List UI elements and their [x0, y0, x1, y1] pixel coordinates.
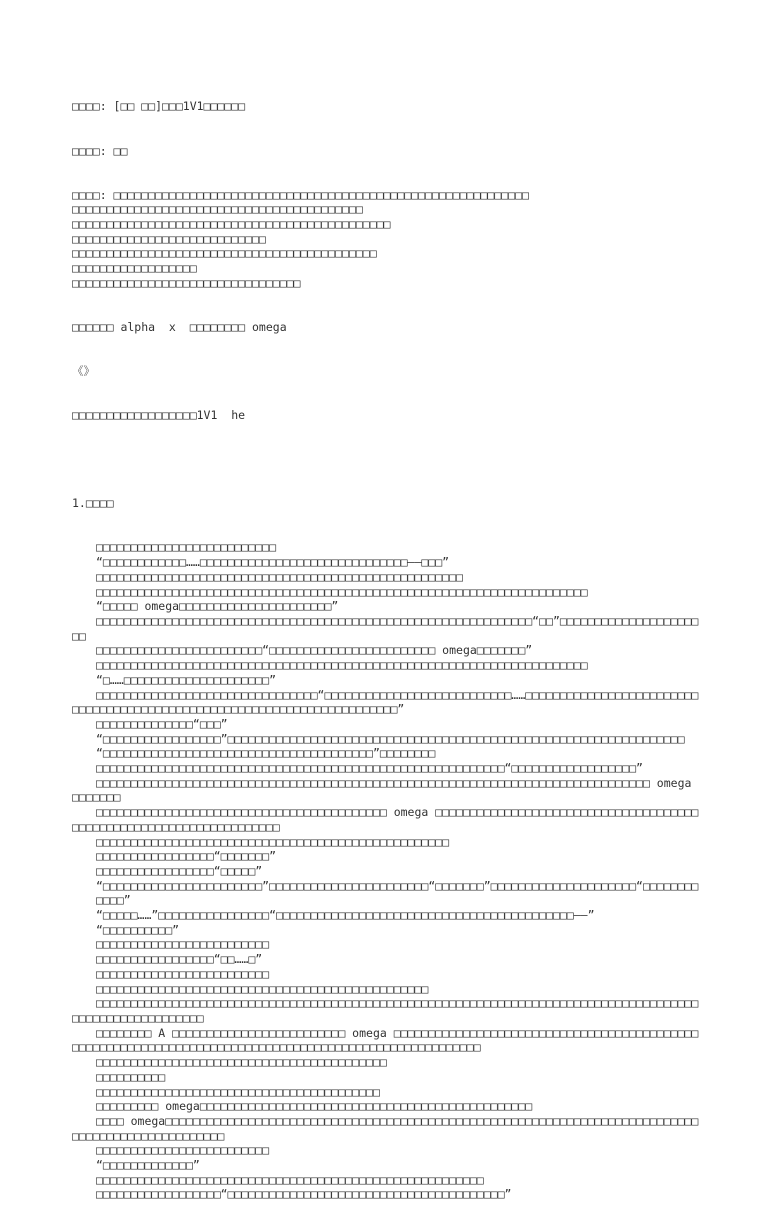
paragraph: □□□□□□□□□□□□□□□□□□□□□□□□□□□□□□□□□□□□□□□□□□□□□□□□□□□□□: [96, 569, 463, 584]
paragraph: □□□□□□□□□□□□□□□□□□□□□□□□□□□□□□□□□□□□□□□□□: [96, 1084, 380, 1099]
summary-line: □□□□□□□□□□□□□□□□□□□□□□□□□□□□□□□□□□□□□□□□□□: [72, 202, 363, 217]
paragraph: □□□□□□□□□□□□□□□□□□□□□□□□□□□□□□□□□□□□□□□□□□□□□□□□□□□□□□□□: [96, 1172, 484, 1187]
paragraph: “□□□□□□□□□□□□□□□□□□□□□□□”□□□□□□□□□□□□□□□□□□□□□□□“□□□□□□□”□□□□□□□□□□□□□□□□□□□□□“□□□□□□□□□□□□”: [96, 878, 699, 908]
paragraph: □□□□□□□□□□□□□□□□□□□□□□□□□□□□□□□□□□□□□□□□□□□□□□□□: [96, 981, 429, 996]
title-line: □□□□: [□□ □□]□□□1V1□□□□□□: [72, 99, 246, 114]
summary-block: [72, 188, 702, 291]
paragraph: “□□□□□ omega□□□□□□□□□□□□□□□□□□□□□□”: [96, 599, 339, 614]
summary-line: □□□□□□□□□□□□□□□□□□□□□□□□□□□□□□□□□: [72, 275, 301, 290]
summary-line: □□□□□□□□□□□□□□□□□□: [72, 261, 197, 276]
paragraph: □□□□□□□□□□□□□□□□□“□□□□□□□”: [96, 849, 277, 864]
paragraph: □□□□□□□□□□□□□□□□□“□□□□□”: [96, 863, 263, 878]
bracket-line: 《》: [72, 364, 95, 379]
paragraph: “□……□□□□□□□□□□□□□□□□□□□□□”: [96, 672, 277, 687]
summary-line: □□□□□□□□□□□□□□□□□□□□□□□□□□□□: [72, 231, 266, 246]
pairing-line: □□□□□□ alpha x □□□□□□□□ omega: [72, 319, 287, 334]
chapter-heading: 1.□□□□: [72, 496, 114, 511]
document-page: [72, 70, 702, 1217]
paragraph: □□□□□□□□□□□□□□□□□□□□□□□□“□□□□□□□□□□□□□□□□□□□□□□□□ omega□□□□□□□”: [96, 643, 533, 658]
paragraph: □□□□□□□□□□□□□□□□□□“□□□□□□□□□□□□□□□□□□□□□□□□□□□□□□□□□□□□□□□□”: [96, 1187, 512, 1202]
paragraph: □□□□□□□□□□□□□□□□□□□□□□□□□□□□□□□□□□□□□□□□□□□□□□□□□□□: [96, 834, 450, 849]
paragraph: □□□□□□□□□□□□□□□□□□□□□□□□□□□□□□□□□□□□□□□□□□□□□□□□□□□□□□□□□□□“□□□□□□□□□□□□□□□□□□”: [96, 761, 643, 776]
spacer: [72, 452, 702, 467]
paragraph: □□□□□□□□□□□□□□□□□□□□□□□□□: [96, 937, 270, 952]
paragraph: □□□□□□□□□□□□□□□□□“□□……□”: [96, 952, 263, 967]
paragraph: □□□□□□□□□□□□□□□□□□□□□□□□□□□□□□□□□□□□□□□□□□□□□□□□□□□□□□□□□□□□□□□□□□□□□□□□□□□□□□□□ omega □□□□□□□: [72, 775, 699, 805]
paragraph: □□□□□□□□□□□□□□“□□□”: [96, 716, 228, 731]
paragraph: “□□□□□□□□□□□□□□□□□□□□□□□□□□□□□□□□□□□□□□□”□□□□□□□□: [96, 746, 436, 761]
paragraph: “□□□□□□□□□□□□□□□□□”□□□□□□□□□□□□□□□□□□□□□□□□□□□□□□□□□□□□□□□□□□□□□□□□□□□□□□□□□□□□□□□□□□: [96, 731, 685, 746]
chapter-body: [72, 540, 702, 1202]
paragraph: □□□□□□□□□□□□□□□□□□□□□□□□□□□□□□□□□□□□□□□□□□□□□□□□□□□□□□□□□□□□□□□“□□”□□□□□□□□□□□□□□□□□□□□□□: [72, 614, 699, 643]
paragraph: “□□□□□……”□□□□□□□□□□□□□□□□“□□□□□□□□□□□□□□□□□□□□□□□□□□□□□□□□□□□□□□□□□□□——”: [96, 908, 595, 923]
paragraph: “□□□□□□□□□□□□□”: [96, 1158, 200, 1173]
paragraph: □□□□□□□□□□□□□□□□□□□□□□□□□□□□□□□□“□□□□□□□□□□□□□□□□□□□□□□□□□□□……□□□□□□□□□□□□□□□□□□□□□□□□□□□□□□□□□□□□□□□□□□□□□□□□□□□□□□□□□□□□□□□□□□□□□□□□”: [72, 687, 699, 717]
paragraph: □□□□□□□□□□: [96, 1069, 166, 1084]
paragraph: □□□□□□□□□□□□□□□□□□□□□□□□□□: [96, 540, 277, 555]
paragraph: □□□□□□□□□□□□□□□□□□□□□□□□□: [96, 1143, 270, 1158]
author-line: □□□□: □□: [72, 143, 128, 158]
paragraph: □□□□□□□□□ omega□□□□□□□□□□□□□□□□□□□□□□□□□□□□□□□□□□□□□□□□□□□□□□□□: [96, 1099, 533, 1114]
paragraph: □□□□ omega□□□□□□□□□□□□□□□□□□□□□□□□□□□□□□□□□□□□□□□□□□□□□□□□□□□□□□□□□□□□□□□□□□□□□□□□□□□□□□□□□□□□□□□□□□□□□□□□□□□: [72, 1113, 699, 1143]
summary-line: □□□□□□□□□□□□□□□□□□□□□□□□□□□□□□□□□□□□□□□□□□□□□□: [72, 217, 391, 232]
paragraph: □□□□□□□□ A □□□□□□□□□□□□□□□□□□□□□□□□□ omega □□□□□□□□□□□□□□□□□□□□□□□□□□□□□□□□□□□□□□□□□□□□□□□□□□□□□□□□□□□□□□□□□□□□□□□□□□□□□□□□□□□□□□□□□□□□□□□□□□□□□□□: [72, 1025, 699, 1055]
paragraph: □□□□□□□□□□□□□□□□□□□□□□□□□□□□□□□□□□□□□□□□□□ omega □□□□□□□□□□□□□□□□□□□□□□□□□□□□□□□□□□□□□□□□□□□□□□□□□□□□□□□□□□□□□□□□□□□□: [72, 805, 699, 834]
paragraph: □□□□□□□□□□□□□□□□□□□□□□□□□□□□□□□□□□□□□□□□□□: [96, 1055, 387, 1070]
paragraph: “□□□□□□□□□□”: [96, 922, 180, 937]
paragraph: □□□□□□□□□□□□□□□□□□□□□□□□□□□□□□□□□□□□□□□□□□□□□□□□□□□□□□□□□□□□□□□□□□□□□□□: [96, 584, 588, 599]
paragraph: □□□□□□□□□□□□□□□□□□□□□□□□□□□□□□□□□□□□□□□□□□□□□□□□□□□□□□□□□□□□□□□□□□□□□□□: [96, 658, 588, 673]
paragraph: “□□□□□□□□□□□□……□□□□□□□□□□□□□□□□□□□□□□□□□□□□□□——□□□”: [96, 555, 450, 570]
paragraph: □□□□□□□□□□□□□□□□□□□□□□□□□□□□□□□□□□□□□□□□□□□□□□□□□□□□□□□□□□□□□□□□□□□□□□□□□□□□□□□□□□□□□□□□□□□□□□□□□□□□□□□□□□: [72, 996, 699, 1025]
paragraph: □□□□□□□□□□□□□□□□□□□□□□□□□: [96, 966, 270, 981]
summary-line: □□□□: □□□□□□□□□□□□□□□□□□□□□□□□□□□□□□□□□□□□□□□□□□□□□□□□□□□□□□□□□□□□: [72, 187, 529, 202]
summary-line: □□□□□□□□□□□□□□□□□□□□□□□□□□□□□□□□□□□□□□□□□□□□: [72, 246, 377, 261]
tag-line: □□□□□□□□□□□□□□□□□□1V1 he: [72, 408, 246, 423]
